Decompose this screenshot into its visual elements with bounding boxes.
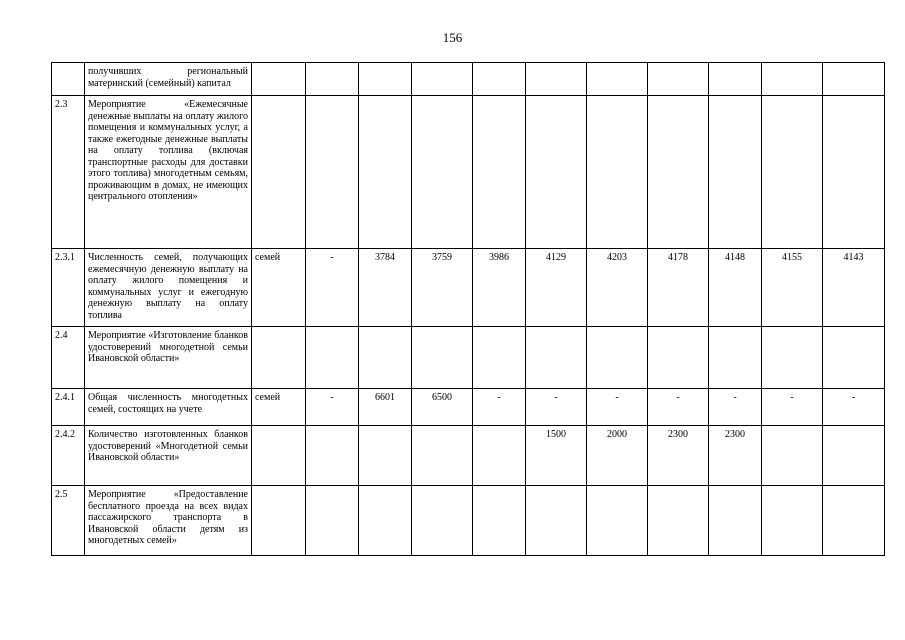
row-value-cell: 4148	[709, 249, 762, 327]
row-value-cell	[306, 96, 359, 249]
row-value-cell	[823, 96, 885, 249]
row-value-cell	[412, 426, 473, 486]
row-value-cell	[359, 327, 412, 389]
row-value-cell	[823, 486, 885, 556]
row-value-cell	[709, 486, 762, 556]
row-value-cell: -	[526, 389, 587, 426]
table-body	[52, 63, 885, 556]
row-description-cell: Количество изготовленных бланков удостоверений «Многодетной семьи Ивановской области»	[85, 426, 252, 486]
row-value-cell	[587, 486, 648, 556]
row-value-cell	[526, 96, 587, 249]
page-number: 156	[442, 30, 463, 45]
row-value-cell	[359, 426, 412, 486]
row-value-cell	[473, 63, 526, 96]
table-row	[52, 96, 885, 249]
row-id-cell	[52, 63, 85, 96]
row-value-cell	[823, 426, 885, 486]
row-unit-cell: семей	[252, 249, 306, 327]
row-value-cell	[587, 63, 648, 96]
row-value-cell	[587, 96, 648, 249]
row-value-cell	[359, 96, 412, 249]
row-value-cell	[648, 63, 709, 96]
row-value-cell: -	[306, 389, 359, 426]
row-value-cell: 3784	[359, 249, 412, 327]
row-value-cell	[306, 327, 359, 389]
row-value-cell: -	[709, 389, 762, 426]
row-value-cell: 3986	[473, 249, 526, 327]
row-value-cell: -	[473, 389, 526, 426]
row-value-cell: -	[587, 389, 648, 426]
row-value-cell	[526, 63, 587, 96]
row-value-cell	[648, 327, 709, 389]
row-unit-cell	[252, 63, 306, 96]
table-row	[52, 426, 885, 486]
row-id-cell: 2.4	[52, 327, 85, 389]
row-value-cell	[306, 63, 359, 96]
row-unit-cell	[252, 327, 306, 389]
row-value-cell	[648, 486, 709, 556]
row-value-cell	[412, 486, 473, 556]
row-value-cell: 1500	[526, 426, 587, 486]
row-value-cell: 4155	[762, 249, 823, 327]
row-value-cell: 6500	[412, 389, 473, 426]
row-description-cell: Численность семей, получающих ежемесячную денежную выплату на оплату жилого помещения и коммунальных услуг и ежегодную денежную выплату на оплату топлива	[85, 249, 252, 327]
row-id-cell: 2.5	[52, 486, 85, 556]
row-value-cell: 2300	[648, 426, 709, 486]
row-value-cell: 4203	[587, 249, 648, 327]
row-value-cell	[648, 96, 709, 249]
row-id-cell: 2.4.1	[52, 389, 85, 426]
row-id-cell: 2.3.1	[52, 249, 85, 327]
row-value-cell	[306, 426, 359, 486]
row-value-cell	[359, 486, 412, 556]
table-row	[52, 327, 885, 389]
indicators-table	[51, 62, 885, 556]
row-unit-cell	[252, 486, 306, 556]
row-value-cell	[473, 327, 526, 389]
row-value-cell: 6601	[359, 389, 412, 426]
row-value-cell	[412, 96, 473, 249]
table-row	[52, 486, 885, 556]
row-value-cell	[412, 63, 473, 96]
row-value-cell: 3759	[412, 249, 473, 327]
row-value-cell	[709, 96, 762, 249]
row-value-cell	[762, 327, 823, 389]
row-value-cell	[473, 426, 526, 486]
table-row	[52, 63, 885, 96]
row-unit-cell	[252, 96, 306, 249]
row-value-cell: -	[648, 389, 709, 426]
row-value-cell	[412, 327, 473, 389]
row-description-cell: получивших региональный материнский (семейный) капитал	[85, 63, 252, 96]
row-value-cell	[823, 63, 885, 96]
row-value-cell	[306, 486, 359, 556]
row-value-cell	[359, 63, 412, 96]
row-id-cell: 2.3	[52, 96, 85, 249]
row-value-cell	[526, 486, 587, 556]
table-row	[52, 249, 885, 327]
row-value-cell	[473, 96, 526, 249]
row-value-cell: -	[306, 249, 359, 327]
row-id-cell: 2.4.2	[52, 426, 85, 486]
row-description-cell: Общая численность многодетных семей, состоящих на учете	[85, 389, 252, 426]
row-value-cell	[587, 327, 648, 389]
row-unit-cell	[252, 426, 306, 486]
row-value-cell: 4129	[526, 249, 587, 327]
row-value-cell	[709, 327, 762, 389]
row-description-cell: Мероприятие «Изготовление бланков удостоверений многодетной семьи Ивановской области»	[85, 327, 252, 389]
row-unit-cell: семей	[252, 389, 306, 426]
row-value-cell: 2000	[587, 426, 648, 486]
row-value-cell: -	[823, 389, 885, 426]
table-row	[52, 389, 885, 426]
row-description-cell: Мероприятие «Ежемесячные денежные выплаты на оплату жилого помещения и коммунальных услуг, а также ежегодные денежные выплаты на оплату топлива (включая транспортные расходы для доставки этого топлива) многодетным семьям, проживающим в домах, не имеющих центрального отопления»	[85, 96, 252, 249]
row-value-cell	[762, 426, 823, 486]
row-value-cell: -	[762, 389, 823, 426]
row-description-cell: Мероприятие «Предоставление бесплатного проезда на всех видах пассажирского транспорта в Ивановской области детям из многодетных семей»	[85, 486, 252, 556]
row-value-cell: 2300	[709, 426, 762, 486]
row-value-cell	[473, 486, 526, 556]
row-value-cell	[823, 327, 885, 389]
row-value-cell: 4178	[648, 249, 709, 327]
row-value-cell	[762, 96, 823, 249]
row-value-cell	[762, 486, 823, 556]
row-value-cell	[526, 327, 587, 389]
row-value-cell: 4143	[823, 249, 885, 327]
row-value-cell	[709, 63, 762, 96]
row-value-cell	[762, 63, 823, 96]
